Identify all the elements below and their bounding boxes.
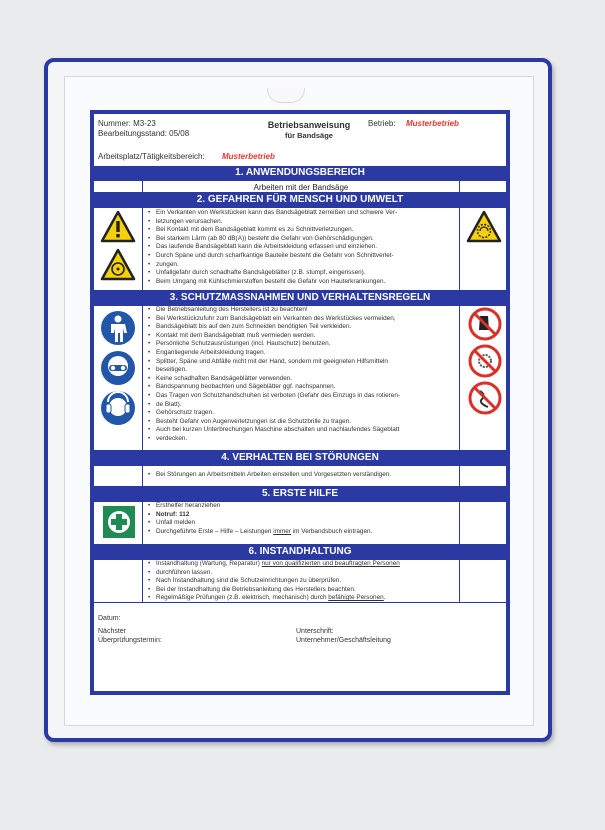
list-item: • letzungen verursachen. (148, 218, 464, 227)
list-item: • Splitter, Späne und Abfälle nicht mit der Hand, sondern mit geeigneten Hilfsmitteln (148, 358, 464, 367)
list-item: • zungen. (148, 261, 464, 270)
section-5-list (148, 502, 464, 536)
list-item: • Gehörschutz tragen. (148, 409, 464, 418)
warning-blade-icon (466, 210, 502, 244)
list-item: • Notruf: 112 (148, 511, 464, 520)
warning-saw-icon (100, 248, 136, 282)
list-item: • Beim Umgang mit Kühlschmierstoffen besteht die Gefahr von Hauterkrankungen. (148, 278, 464, 287)
list-item: • Durch Späne und durch scharfkantige Bauteile besteht die Gefahr von Schnittverlet- (148, 252, 464, 261)
list-item: • Bandsägeblatt bis auf den zum Schneiden benötigten Teil verkleiden. (148, 323, 464, 332)
list-item: • Das laufende Bandsägeblatt kann die Arbeitskleidung erfassen und einziehen. (148, 243, 464, 252)
list-item: • verdecken. (148, 435, 464, 444)
list-item: • beseitigen. (148, 366, 464, 375)
section-1-row (94, 180, 506, 193)
list-item: • Durchgeführte Erste – Hilfe – Leistungen immer im Verbandsbuch eintragen. (148, 528, 464, 537)
list-item: • Enganliegende Arbeitskleidung tragen. (148, 349, 464, 358)
list-item: • Bei der Instandhaltung die Betriebsanleitung des Herstellers beachten. (148, 586, 464, 595)
review-date-label: Überprüfungstermin: (98, 637, 162, 644)
list-item: • Unfallgefahr durch schadhafte Bandsägeblätter (z.B. stumpf, eingerissen). (148, 269, 464, 278)
section-6-heading: 6. INSTANDHALTUNG (94, 545, 506, 559)
section-2-heading: 2. GEFAHREN FÜR MENSCH UND UMWELT (94, 193, 506, 207)
list-item: • Ein Verkanten von Werkstücken kann das Bandsägeblatt zerreißen und schwere Ver- (148, 209, 464, 218)
document-subtitle: für Bandsäge (285, 131, 333, 140)
section-5-heading: 5. ERSTE HILFE (94, 487, 506, 501)
list-item: • Unfall melden (148, 519, 464, 528)
section-4-list (148, 471, 464, 480)
section-1-text: Arbeiten mit der Bandsäge (253, 183, 349, 192)
list-item: • Bei starkem Lärm (ab 80 dB(A)) besteht die Gefahr von Gehörschädigungen. (148, 235, 464, 244)
list-item: • Bei Störungen an Arbeitsmitteln Arbeiten einstellen und Vorgesetzten verständigen. (148, 471, 464, 480)
operating-instruction-document (90, 110, 510, 695)
document-number: Nummer: M3-23 (98, 119, 156, 128)
goggles-icon (100, 350, 136, 386)
workplace-label: Arbeitsplatz/Tätigkeitsbereich: (98, 152, 205, 161)
date-label: Datum: (98, 615, 121, 622)
next-label: Nächster (98, 628, 127, 635)
company-label: Betrieb: (368, 119, 396, 128)
section-1-heading: 1. ANWENDUNGSBEREICH (94, 166, 506, 180)
list-item: • Bei Werkstückzufuhr zum Bandsägeblatt ein Verkanten des Werkstückes vermeiden, (148, 315, 464, 324)
revision-state: Bearbeitungsstand: 05/08 (98, 129, 190, 138)
list-item: • Bandspannung beobachten und Sägeblätter ggf. nachspannen. (148, 383, 464, 392)
list-item: • Auch bei kurzen Unterbrechungen Maschine abschalten und nachlaufendes Sägeblatt (148, 426, 464, 435)
list-item: • de Blatt). (148, 401, 464, 410)
section-3-list (148, 306, 464, 444)
section-6-list (148, 560, 464, 603)
section-3-heading: 3. SCHUTZMASSNAHMEN UND VERHALTENSREGELN (94, 291, 506, 305)
section-4-heading: 4. VERHALTEN BEI STÖRUNGEN (94, 451, 506, 465)
document-title: Betriebsanweisung (267, 120, 351, 130)
signature-label: Unterschrift: (296, 628, 334, 635)
no-loose-hair-icon (468, 381, 502, 415)
list-item: • Regelmäßige Prüfungen (z.B. elektrisch, mechanisch) durch befähigte Personen. (148, 594, 464, 603)
ear-protection-icon (100, 390, 136, 426)
list-item: • Nach Instandhaltung sind die Schutzeinrichtungen zu überprüfen. (148, 577, 464, 586)
list-item: • Persönliche Schutzausrüstungen (incl. Hautschutz) benutzen. (148, 340, 464, 349)
list-item: • Instandhaltung (Wartung, Reparatur) nur von qualifizierten und beauftragten Personen (148, 560, 464, 569)
protective-suit-icon (100, 310, 136, 346)
list-item: • Kontakt mit dem Bandsägeblatt muß vermieden werden. (148, 332, 464, 341)
warning-general-icon (100, 210, 136, 244)
section-2-list (148, 209, 464, 286)
list-item: • durchführen lassen. (148, 569, 464, 578)
list-item: • Bei Kontakt mit dem Bandsägeblatt kommt es zu Schnittverletzungen. (148, 226, 464, 235)
no-gloves-icon (468, 307, 502, 341)
list-item: • Das Tragen von Schutzhandschuhen ist verboten (Gefahr des Einzugs in das rotieren- (148, 392, 464, 401)
list-item: • Keine schadhaften Bandsägeblätter verwenden. (148, 375, 464, 384)
first-aid-icon (102, 505, 136, 539)
list-item: • Besteht Gefahr von Augenverletzungen ist die Schutzbrille zu tragen. (148, 418, 464, 427)
list-item: • Die Betriebsanleitung des Herstellers ist zu beachten! (148, 306, 464, 315)
company-value: Musterbetrieb (406, 119, 459, 128)
no-jewelry-icon (468, 344, 502, 378)
workplace-value: Musterbetrieb (222, 152, 275, 161)
management-label: Unternehmer/Geschäftsleitung (296, 637, 391, 644)
list-item: • Ersthelfer heranziehen (148, 502, 464, 511)
